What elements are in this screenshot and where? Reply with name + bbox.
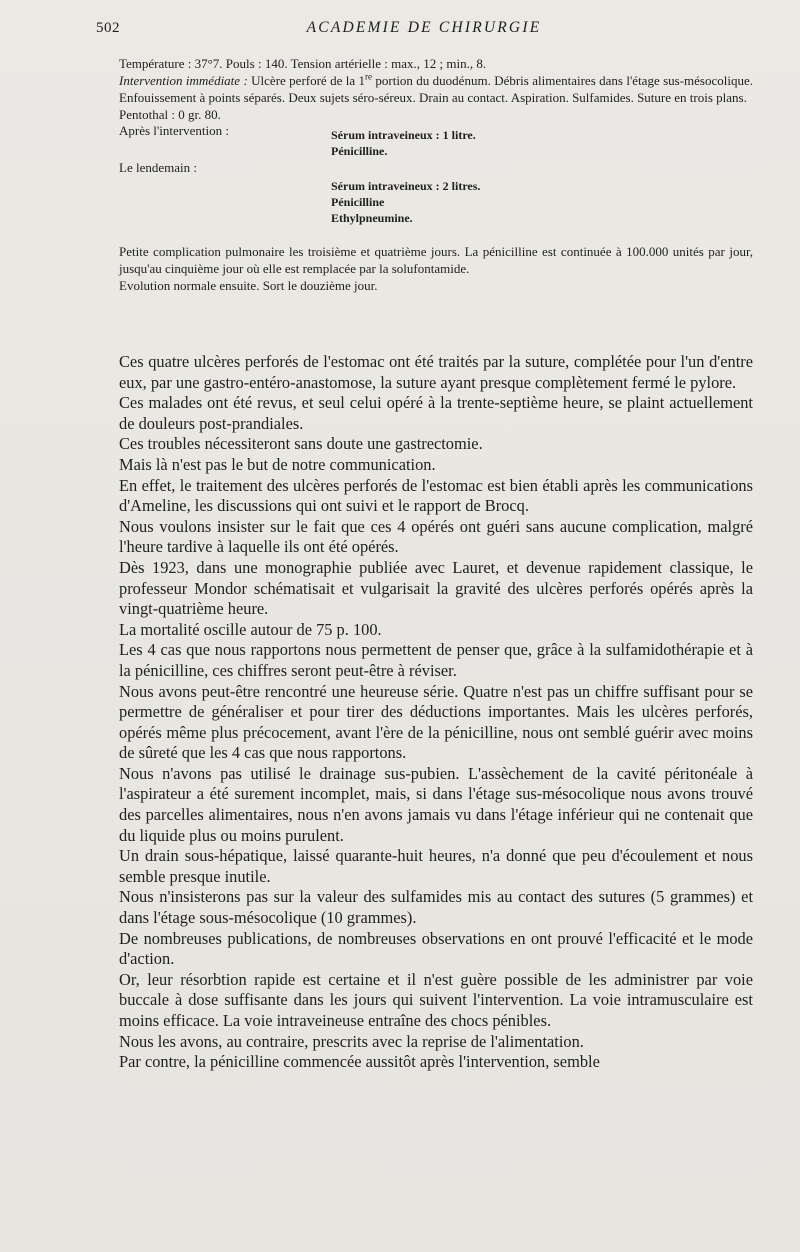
lendemain-item: Sérum intraveineux : 2 litres.	[331, 179, 481, 193]
pentothal-line: Pentothal : 0 gr. 80.	[119, 107, 221, 122]
body-paragraph: La mortalité oscille autour de 75 p. 100.	[119, 619, 382, 639]
apres-item: Sérum intraveineux : 1 litre.	[331, 128, 476, 142]
body-paragraph: Dès 1923, dans une monographie publiée avec Lauret, et devenue rapidement classique, le professeur Mondor schématisait et vulgarisait la gravité des ulcères perforés opérés après la vingt-quatrième heure.	[119, 557, 753, 619]
post-op-prescriptions	[119, 124, 753, 242]
body-paragraph: Nous voulons insister sur le fait que ces 4 opérés ont guéri sans aucune complication, malgré l'heure tardive à laquelle ils ont été opérés.	[119, 516, 753, 557]
body-paragraph: Ces quatre ulcères perforés de l'estomac ont été traités par la suture, complétée pour l'un d'entre eux, par une gastro-entéro-anastomose, la suture ayant presque complètement fermé le pylore.	[119, 352, 753, 392]
running-title: ACADEMIE DE CHIRURGIE	[306, 19, 542, 36]
intervention-paragraph	[119, 72, 753, 106]
apres-item: Pénicilline.	[331, 144, 388, 158]
complication-paragraph: Petite complication pulmonaire les troisième et quatrième jours. La pénicilline est continuée à 100.000 unités par jour, jusqu'au cinquième jour où elle est remplacée par la solufontamide.	[119, 244, 753, 276]
lendemain-item: Ethylpneumine.	[331, 211, 413, 225]
evolution-paragraph: Evolution normale ensuite. Sort le douzième jour.	[119, 278, 378, 293]
intervention-text-post: portion du duodénum. Débris alimentaires dans l'étage sus-mésocolique. Enfouissement à points séparés. Deux sujets séro-séreux. Drain au contact. Aspiration. Sulfamides. Suture en trois plans.	[119, 73, 754, 105]
body-paragraph: De nombreuses publications, de nombreuses observations en ont prouvé l'efficacité et le mode d'action.	[119, 928, 753, 969]
body-paragraph: Ces malades ont été revus, et seul celui opéré à la trente-septième heure, se plaint actuellement de douleurs post-prandiales.	[119, 393, 753, 433]
apres-items	[331, 127, 476, 159]
body-paragraph: En effet, le traitement des ulcères perforés de l'estomac est bien établi après les communications d'Ameline, les discussions qui ont suivi et le rapport de Brocq.	[119, 475, 753, 516]
lendemain-label: Le lendemain :	[119, 160, 197, 175]
body-paragraph: Or, leur résorbtion rapide est certaine et il n'est guère possible de les administrer par voie buccale à dose suffisante dans les jours qui suivent l'intervention. La voie intramusculaire est moins efficace. La voie intraveineuse entraîne des chocs pénibles.	[119, 969, 753, 1030]
intervention-label: Intervention immédiate :	[119, 73, 248, 88]
body-paragraph: Mais là n'est pas le but de notre communication.	[119, 454, 436, 474]
main-text	[119, 352, 753, 1073]
lendemain-items	[331, 178, 480, 226]
intervention-sup: re	[365, 71, 372, 82]
body-paragraph: Un drain sous-hépatique, laissé quarante-huit heures, n'a donné que peu d'écoulement et nous semble presque inutile.	[119, 846, 753, 886]
lendemain-item: Pénicilline	[331, 195, 385, 209]
body-paragraph: Nous avons peut-être rencontré une heureuse série. Quatre n'est pas un chiffre suffisant pour se permettre de généraliser et pour tirer des déductions importantes. Mais les ulcères perforés, opérés même plus précocement, avant l'ère de la pénicilline, nous ont semblé guérir avec moins de sûreté que les 4 cas que nous rapportons.	[119, 681, 753, 763]
body-paragraph: Par contre, la pénicilline commencée aussitôt après l'intervention, semble	[119, 1052, 600, 1072]
page-number: 502	[96, 20, 120, 36]
apres-label: Après l'intervention :	[119, 123, 229, 138]
body-paragraph: Nous n'insisterons pas sur la valeur des sulfamides mis au contact des sutures (5 grammes) et dans l'étage sous-mésocolique (10 grammes).	[119, 887, 753, 928]
body-paragraph: Ces troubles nécessiteront sans doute une gastrectomie.	[119, 434, 483, 454]
body-paragraph: Nous n'avons pas utilisé le drainage sus-pubien. L'assèchement de la cavité péritonéale à l'aspirateur a été surement incomplet, mais, si dans l'étage sus-mésocolique nous avons trouvé des parcelles alimentaires, nous n'en avons jamais vu dans l'étage inférieur qui ne contenait que du liquide plus ou moins purulent.	[119, 763, 753, 845]
page-header	[96, 20, 752, 46]
intervention-text-pre: Ulcère perforé de la 1	[247, 73, 365, 88]
body-paragraph: Les 4 cas que nous rapportons nous permettent de penser que, grâce à la sulfamidothérapie et à la pénicilline, ces chiffres seront peut-être à réviser.	[119, 640, 753, 680]
case-observation	[119, 55, 753, 294]
body-paragraph: Nous les avons, au contraire, prescrits avec la reprise de l'alimentation.	[119, 1031, 584, 1051]
temperature-line: Température : 37°7. Pouls : 140. Tension artérielle : max., 12 ; min., 8.	[119, 56, 487, 71]
